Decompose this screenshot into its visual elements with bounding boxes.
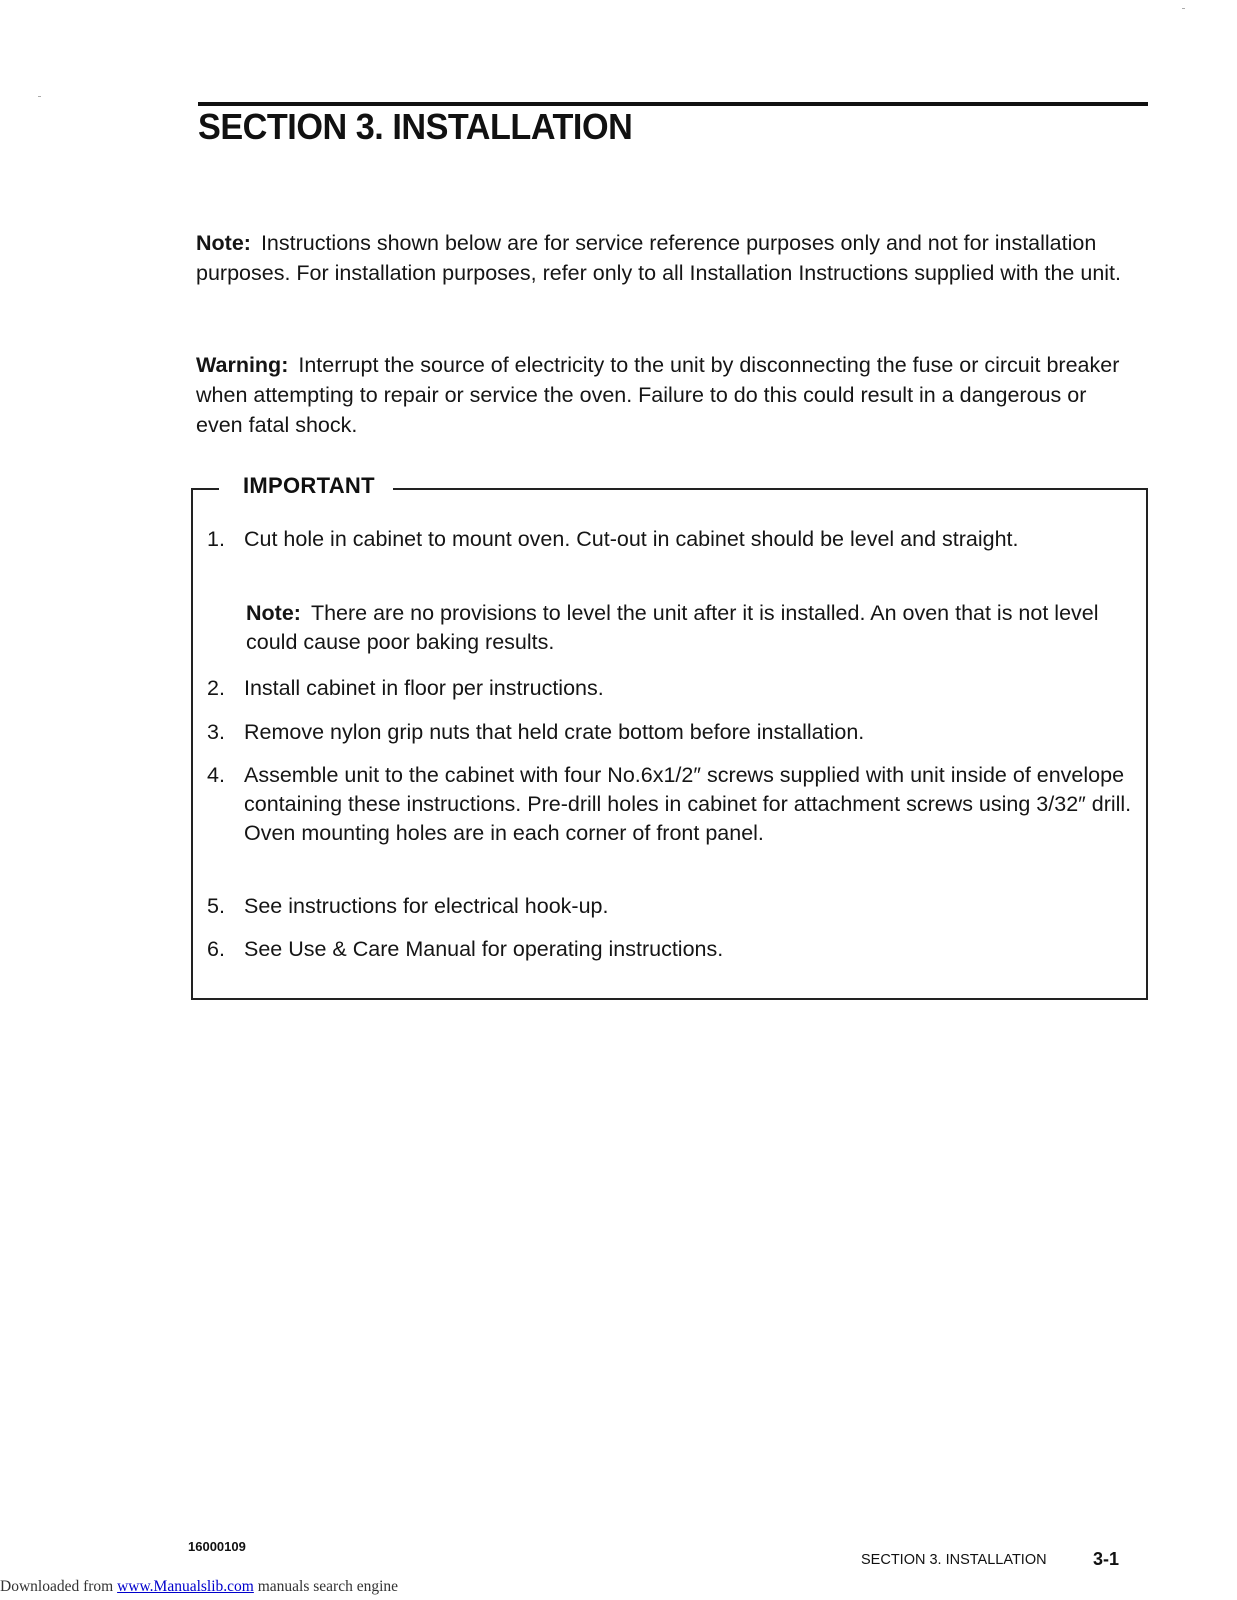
list-item-number: 6. <box>207 937 225 961</box>
manualslib-link[interactable]: www.Manualslib.com <box>117 1578 254 1595</box>
warning-text: Interrupt the source of electricity to the unit by disconnecting the fuse or circuit breaker when attempting to repair or service the oven. Failure to do this could result in a dangerous or even fatal shock. <box>196 353 1120 437</box>
list-item-number: 1. <box>207 527 225 551</box>
list-item <box>207 935 1137 964</box>
item-note-label: Note: <box>246 601 301 625</box>
list-item-note <box>246 599 1136 657</box>
list-item-text: Remove nylon grip nuts that held crate bottom before installation. <box>244 720 865 744</box>
warning-paragraph <box>196 350 1136 440</box>
note-text: Instructions shown below are for service reference purposes only and not for installation purposes. For installation purposes, refer only to all Installation Instructions supplied with the unit. <box>196 231 1121 285</box>
note-paragraph <box>196 228 1136 288</box>
list-item-text: Install cabinet in floor per instructions. <box>244 676 604 700</box>
list-item <box>207 718 1137 747</box>
important-box-top-rule <box>191 488 219 490</box>
download-suffix: manuals search engine <box>253 1578 399 1595</box>
list-item-number: 5. <box>207 894 225 918</box>
item-note-text: There are no provisions to level the unit after it is installed. An oven that is not level could cause poor baking results. <box>246 601 1099 654</box>
note-label: Note: <box>196 231 251 255</box>
list-item-text: See Use & Care Manual for operating instructions. <box>244 937 724 961</box>
page-title: SECTION 3. INSTALLATION <box>198 106 633 147</box>
list-item <box>207 525 1137 554</box>
download-notice <box>0 1578 398 1596</box>
important-box-top-rule <box>393 488 1146 490</box>
list-item <box>207 761 1137 848</box>
list-item-number: 2. <box>207 676 225 700</box>
list-item-text: Assemble unit to the cabinet with four No.6x1/2″ screws supplied with unit inside of envelope containing these instructions. Pre-drill holes in cabinet for attachment screws using 3/32″ drill. Oven mounting holes are in each corner of front panel. <box>244 763 1132 845</box>
list-item-number: 3. <box>207 720 225 744</box>
footer-section-label: SECTION 3. INSTALLATION <box>861 1552 1047 1568</box>
scan-speck <box>38 96 41 97</box>
list-item-text: Cut hole in cabinet to mount oven. Cut-out in cabinet should be level and straight. <box>244 527 1019 551</box>
list-item-text: See instructions for electrical hook-up. <box>244 894 609 918</box>
list-item <box>207 674 1137 703</box>
list-item-number: 4. <box>207 763 225 787</box>
list-item <box>207 892 1137 921</box>
document-number: 16000109 <box>188 1539 246 1554</box>
download-prefix: Downloaded from <box>0 1578 118 1595</box>
scan-speck <box>1182 8 1185 9</box>
warning-label: Warning: <box>196 353 289 377</box>
page-number: 3-1 <box>1093 1549 1120 1569</box>
important-heading: IMPORTANT <box>243 473 375 498</box>
